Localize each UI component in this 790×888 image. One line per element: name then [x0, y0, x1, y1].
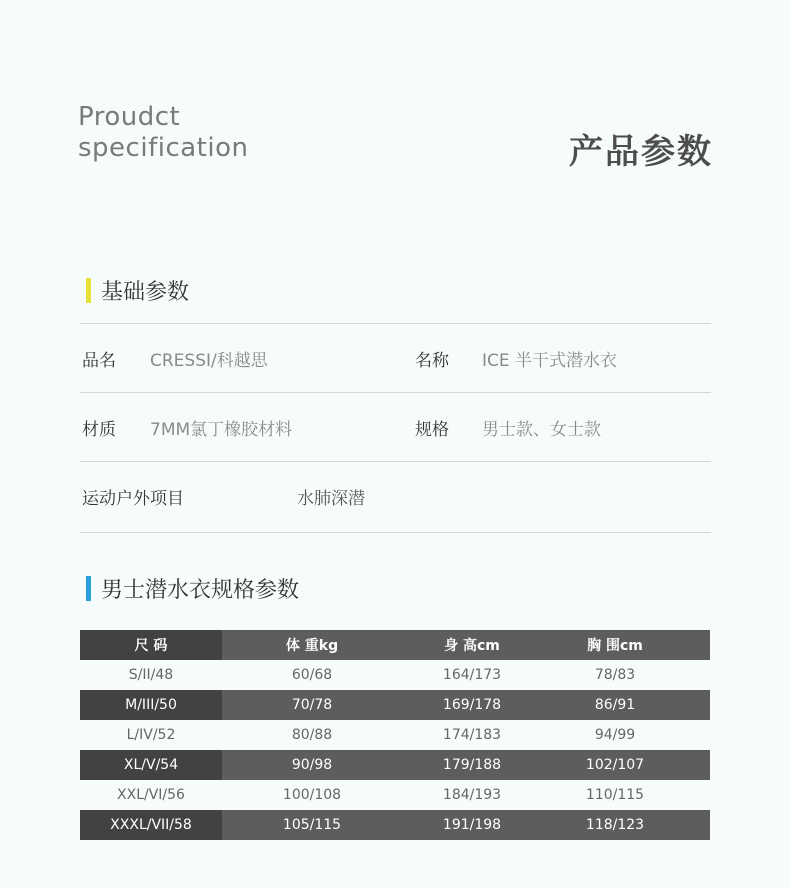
size-cell: L/IV/52	[126, 727, 176, 743]
size-spec-table	[80, 630, 710, 840]
spec-section-heading	[86, 573, 299, 604]
chest-cell: 102/107	[585, 757, 645, 773]
table-row	[80, 780, 710, 810]
size-cell: S/II/48	[128, 667, 174, 683]
weight-cell: 60/68	[291, 667, 333, 683]
table-row	[80, 720, 710, 750]
weight-cell: 90/98	[291, 757, 333, 773]
header-size: 尺 码	[80, 630, 222, 660]
height-cell: 184/193	[442, 787, 502, 803]
header-chest: 胸 围cm	[587, 638, 643, 654]
height-cell: 169/178	[442, 697, 502, 713]
header-weight: 体 重kg	[285, 638, 339, 654]
table-row	[80, 660, 710, 690]
size-cell: M/III/50	[80, 690, 222, 720]
value-sport-item: 水肺深潜	[297, 489, 365, 509]
label-name: 名称	[415, 351, 449, 371]
table-row	[80, 810, 710, 840]
chest-cell: 86/91	[594, 697, 636, 713]
weight-cell: 80/88	[291, 727, 333, 743]
label-sport-item: 运动户外项目	[82, 489, 184, 509]
spec-section-accent-bar	[86, 576, 91, 601]
basic-section-heading	[86, 275, 189, 306]
value-name: ICE 半干式潜水衣	[482, 351, 618, 371]
title-english-line1: Proudct	[78, 102, 181, 132]
height-cell: 174/183	[442, 727, 502, 743]
chest-cell: 118/123	[585, 817, 645, 833]
basic-params-table	[80, 323, 711, 533]
label-specification: 规格	[415, 420, 449, 440]
basic-row-2	[80, 392, 711, 461]
basic-row-1	[80, 323, 711, 392]
title-english	[78, 102, 248, 164]
basic-section-title: 基础参数	[101, 280, 190, 305]
header-height: 身 高cm	[444, 638, 500, 654]
table-row	[80, 750, 710, 780]
value-specification: 男士款、女士款	[482, 420, 601, 440]
value-material: 7MM氯丁橡胶材料	[150, 420, 293, 440]
weight-cell: 70/78	[291, 697, 333, 713]
chest-cell: 94/99	[594, 727, 636, 743]
basic-row-3	[80, 461, 711, 533]
basic-section-accent-bar	[86, 278, 91, 303]
title-english-line2: specification	[78, 133, 249, 163]
weight-cell: 100/108	[282, 787, 342, 803]
size-cell: XXXL/VII/58	[80, 810, 222, 840]
chest-cell: 110/115	[585, 787, 645, 803]
height-cell: 164/173	[442, 667, 502, 683]
size-cell: XL/V/54	[80, 750, 222, 780]
label-product-name: 品名	[82, 351, 116, 371]
chest-cell: 78/83	[594, 667, 636, 683]
table-row	[80, 690, 710, 720]
spec-section-title: 男士潜水衣规格参数	[101, 578, 300, 603]
title-chinese: 产品参数	[569, 132, 713, 172]
value-product-name: CRESSI/科越思	[150, 351, 268, 371]
size-cell: XXL/VI/56	[117, 787, 185, 803]
height-cell: 179/188	[442, 757, 502, 773]
spec-header-row	[80, 630, 710, 660]
label-material: 材质	[82, 420, 116, 440]
weight-cell: 105/115	[282, 817, 342, 833]
height-cell: 191/198	[442, 817, 502, 833]
